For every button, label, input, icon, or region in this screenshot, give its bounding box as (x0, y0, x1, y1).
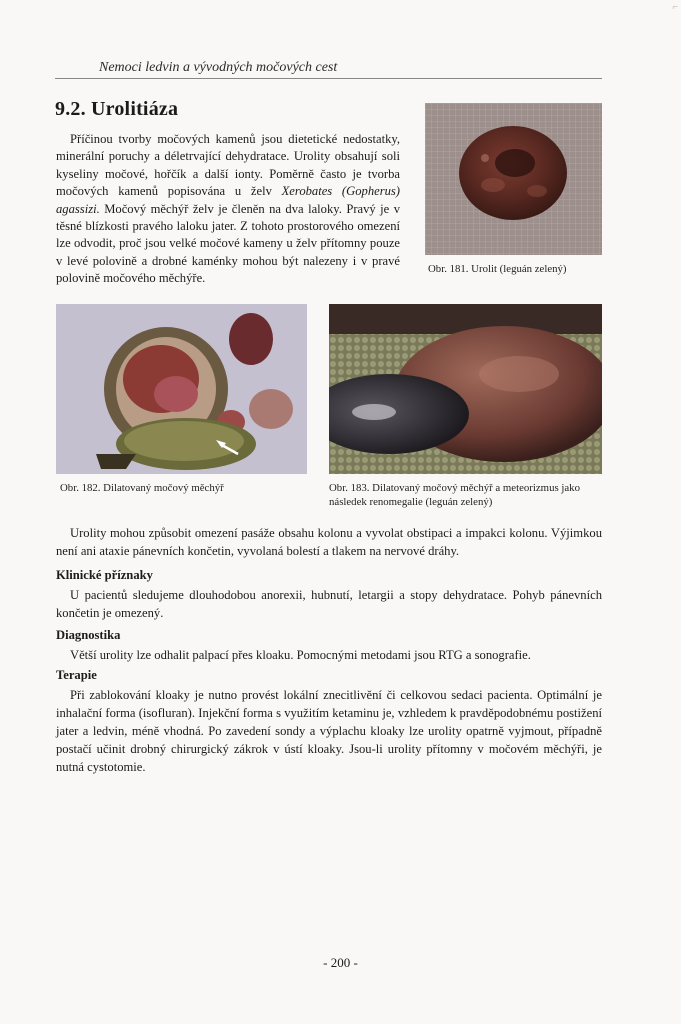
header-rule (55, 78, 602, 79)
intro-text-1: Příčinou tvorby močových kamenů jsou dietetické nedostatky, minerální poruchy a déletrvající dehydratace. Urolity obsahují soli kyseliny močové, hořčík a další ionty. Poměrně často je tvorba močových kamenů popisována u želv (56, 132, 400, 199)
page-number: - 200 - (323, 955, 358, 970)
intro-paragraph (56, 131, 400, 288)
body-paragraph-therapy: Při zablokování kloaky je nutno provést lokální znecitlivění či celkovou sedaci pacienta. Optimální je inhalační forma (isofluran). Injekční forma s využitím ketaminu je, vzhledem k pravděpodobnému postižení jater a ledvin, méně vhodná. Po zavedení sondy a výplachu kloaky lze urolity opatrně vyjmout, případně postačí učinit drobný chirurgický zákrok v ústí kloaky. Jsou-li urolity přítomny v močovém měchýři, je nutná cystotomie. (56, 688, 602, 774)
figure-182-photo (56, 304, 307, 474)
figure-181-caption: Obr. 181. Urolit (leguán zelený) (428, 263, 567, 275)
figure-181-photo (425, 103, 602, 255)
corner-mark: ⌐ (672, 2, 678, 13)
figure-183-caption: Obr. 183. Dilatovaný močový měchýř a meteorizmus jako následek renomegalie (leguán zelený) (329, 482, 580, 508)
running-header: Nemoci ledvin a vývodných močových cest (95, 60, 403, 76)
intro-text-2: Močový měchýř želv je členěn na dva laloky. Pravý je v těsné blízkosti pravého laloku jater. Z tohoto prostorového omezení lze odvodit, proč jsou velké močové kameny u želv přítomny pouze v levé polovině a drobné kaménky mohou být nalezeny i v pravé polovině močového měchýře. (56, 201, 400, 286)
body-paragraph-diagnostics: Větší urolity lze odhalit palpací přes kloaku. Pomocnými metodami jsou RTG a sonografie. (70, 648, 531, 662)
section-title: 9.2. Urolitiáza (55, 98, 179, 120)
body-paragraph-main: Urolity mohou způsobit omezení pasáže obsahu kolonu a vyvolat obstipaci a impakci kolonu. Výjimkou není ani ataxie pánevních končetin, vyvolaná bolestí a tlakem na nervové dráhy. (56, 526, 602, 558)
species-name: Xerobates (Gopherus) agassizi. (56, 184, 400, 216)
figure-183-photo (329, 304, 602, 474)
heading-clinical-signs: Klinické příznaky (56, 568, 153, 582)
figure-182-caption: Obr. 182. Dilatovaný močový měchýř (60, 482, 224, 494)
heading-therapy: Terapie (56, 668, 97, 682)
body-paragraph-clinical: U pacientů sledujeme dlouhodobou anorexii, hubnutí, letargii a stopy dehydratace. Pohyb pánevních končetin je omezený. (56, 588, 602, 620)
heading-diagnostics: Diagnostika (56, 628, 121, 642)
